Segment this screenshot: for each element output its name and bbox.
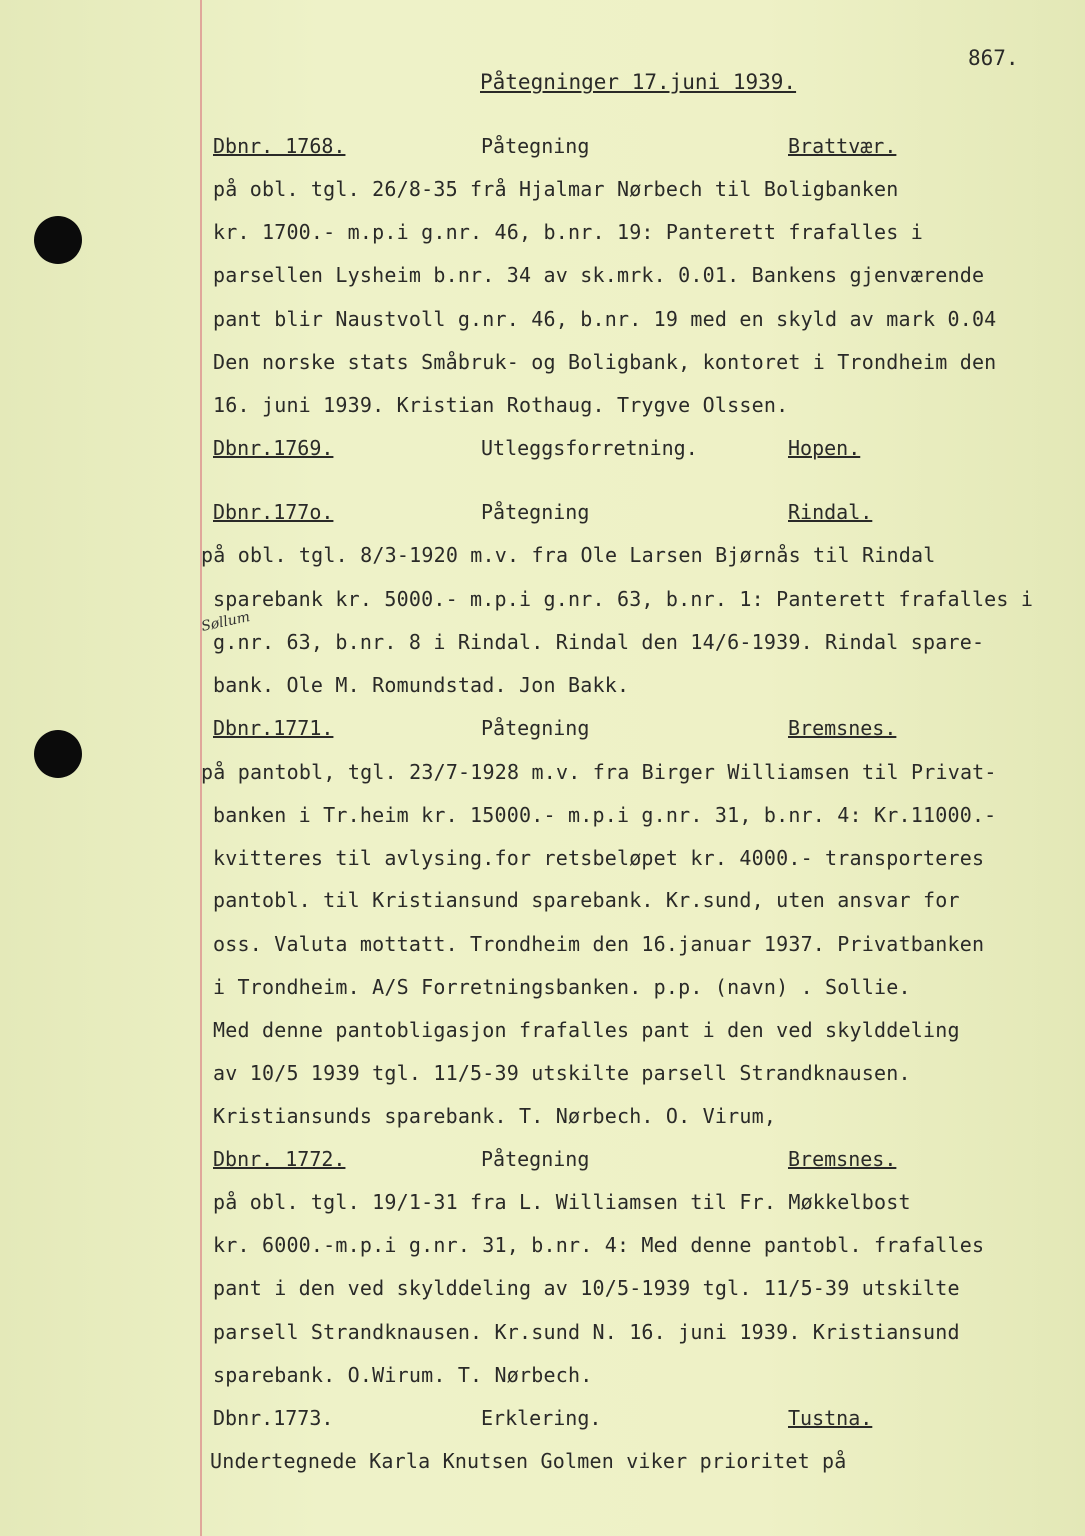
entry-number: Dbnr.1771. [213,716,334,740]
entry-place: Tustna. [788,1406,873,1430]
entry-place: Brattvær. [788,134,897,158]
entry-heading [0,134,1085,164]
entry-place: Hopen. [788,436,861,460]
entry-text-line: kr. 1700.- m.p.i g.nr. 46, b.nr. 19: Panterett frafalles i [213,220,923,244]
entry-text-line: Den norske stats Småbruk- og Boligbank, kontoret i Trondheim den [213,350,997,374]
entry-place: Bremsnes. [788,1147,897,1171]
entry-text-line: 16. juni 1939. Kristian Rothaug. Trygve Olssen. [213,393,789,417]
entry-number: Dbnr.177o. [213,500,334,524]
entry-text-line: på obl. tgl. 26/8-35 frå Hjalmar Nørbech til Boligbanken [213,177,899,201]
entry-text-line: bank. Ole M. Romundstad. Jon Bakk. [213,673,630,697]
entry-text-line: sparebank. O.Wirum. T. Nørbech. [213,1363,593,1387]
entry-type: Påtegning [481,500,590,524]
entry-text-line: kvitteres til avlysing.for retsbeløpet kr. 4000.- transporteres [213,846,985,870]
entry-heading [0,1147,1085,1177]
entry-heading [0,500,1085,530]
entry-heading [0,716,1085,746]
entry-text-line: banken i Tr.heim kr. 15000.- m.p.i g.nr. 31, b.nr. 4: Kr.11000.- [213,803,997,827]
margin-note: Søllum [199,609,252,635]
entry-text-line: Kristiansunds sparebank. T. Nørbech. O. Virum, [213,1104,777,1128]
entry-text-line: pant i den ved skylddeling av 10/5-1939 tgl. 11/5-39 utskilte [213,1276,960,1300]
entry-number: Dbnr. 1768. [213,134,346,158]
entry-text-line: parsell Strandknausen. Kr.sund N. 16. juni 1939. Kristiansund [213,1320,960,1344]
entry-type: Påtegning [481,134,590,158]
entry-place: Rindal. [788,500,873,524]
entry-text-line: av 10/5 1939 tgl. 11/5-39 utskilte parsell Strandknausen. [213,1061,911,1085]
entry-text-line: sparebank kr. 5000.- m.p.i g.nr. 63, b.nr. 1: Panterett frafalles i [213,587,1034,611]
entry-type: Påtegning [481,716,590,740]
entry-number: Dbnr.1769. [213,436,334,460]
entry-number: Dbnr.1773. [213,1406,334,1430]
entry-type: Påtegning [481,1147,590,1171]
entry-heading [0,1406,1085,1436]
entry-text-line: parsellen Lysheim b.nr. 34 av sk.mrk. 0.01. Bankens gjenværende [213,263,985,287]
entry-heading [0,436,1085,466]
page-number: 867. [968,46,1019,70]
entry-text-line: oss. Valuta mottatt. Trondheim den 16.januar 1937. Privatbanken [213,932,985,956]
punch-hole [34,216,82,264]
entry-text-line: Med denne pantobligasjon frafalles pant i den ved skylddeling [213,1018,960,1042]
entry-text-line: pant blir Naustvoll g.nr. 46, b.nr. 19 med en skyld av mark 0.04 [213,307,997,331]
entry-number: Dbnr. 1772. [213,1147,346,1171]
entry-text-line: Undertegnede Karla Knutsen Golmen viker prioritet på [210,1449,847,1473]
entry-text-line: på obl. tgl. 19/1-31 fra L. Williamsen til Fr. Møkkelbost [213,1190,911,1214]
entry-text-line: i Trondheim. A/S Forretningsbanken. p.p. (navn) . Sollie. [213,975,911,999]
entry-type: Utleggsforretning. [481,436,698,460]
entry-text-line: pantobl. til Kristiansund sparebank. Kr.sund, uten ansvar for [213,888,960,912]
entry-type: Erklering. [481,1406,602,1430]
entry-text-line: kr. 6000.-m.p.i g.nr. 31, b.nr. 4: Med denne pantobl. frafalles [213,1233,985,1257]
entry-text-line: på pantobl, tgl. 23/7-1928 m.v. fra Birger Williamsen til Privat- [201,760,997,784]
entry-place: Bremsnes. [788,716,897,740]
entry-text-line: g.nr. 63, b.nr. 8 i Rindal. Rindal den 14/6-1939. Rindal spare- [213,630,985,654]
entry-text-line: på obl. tgl. 8/3-1920 m.v. fra Ole Larsen Bjørnås til Rindal [201,543,936,567]
page-header: Påtegninger 17.juni 1939. [480,70,797,94]
